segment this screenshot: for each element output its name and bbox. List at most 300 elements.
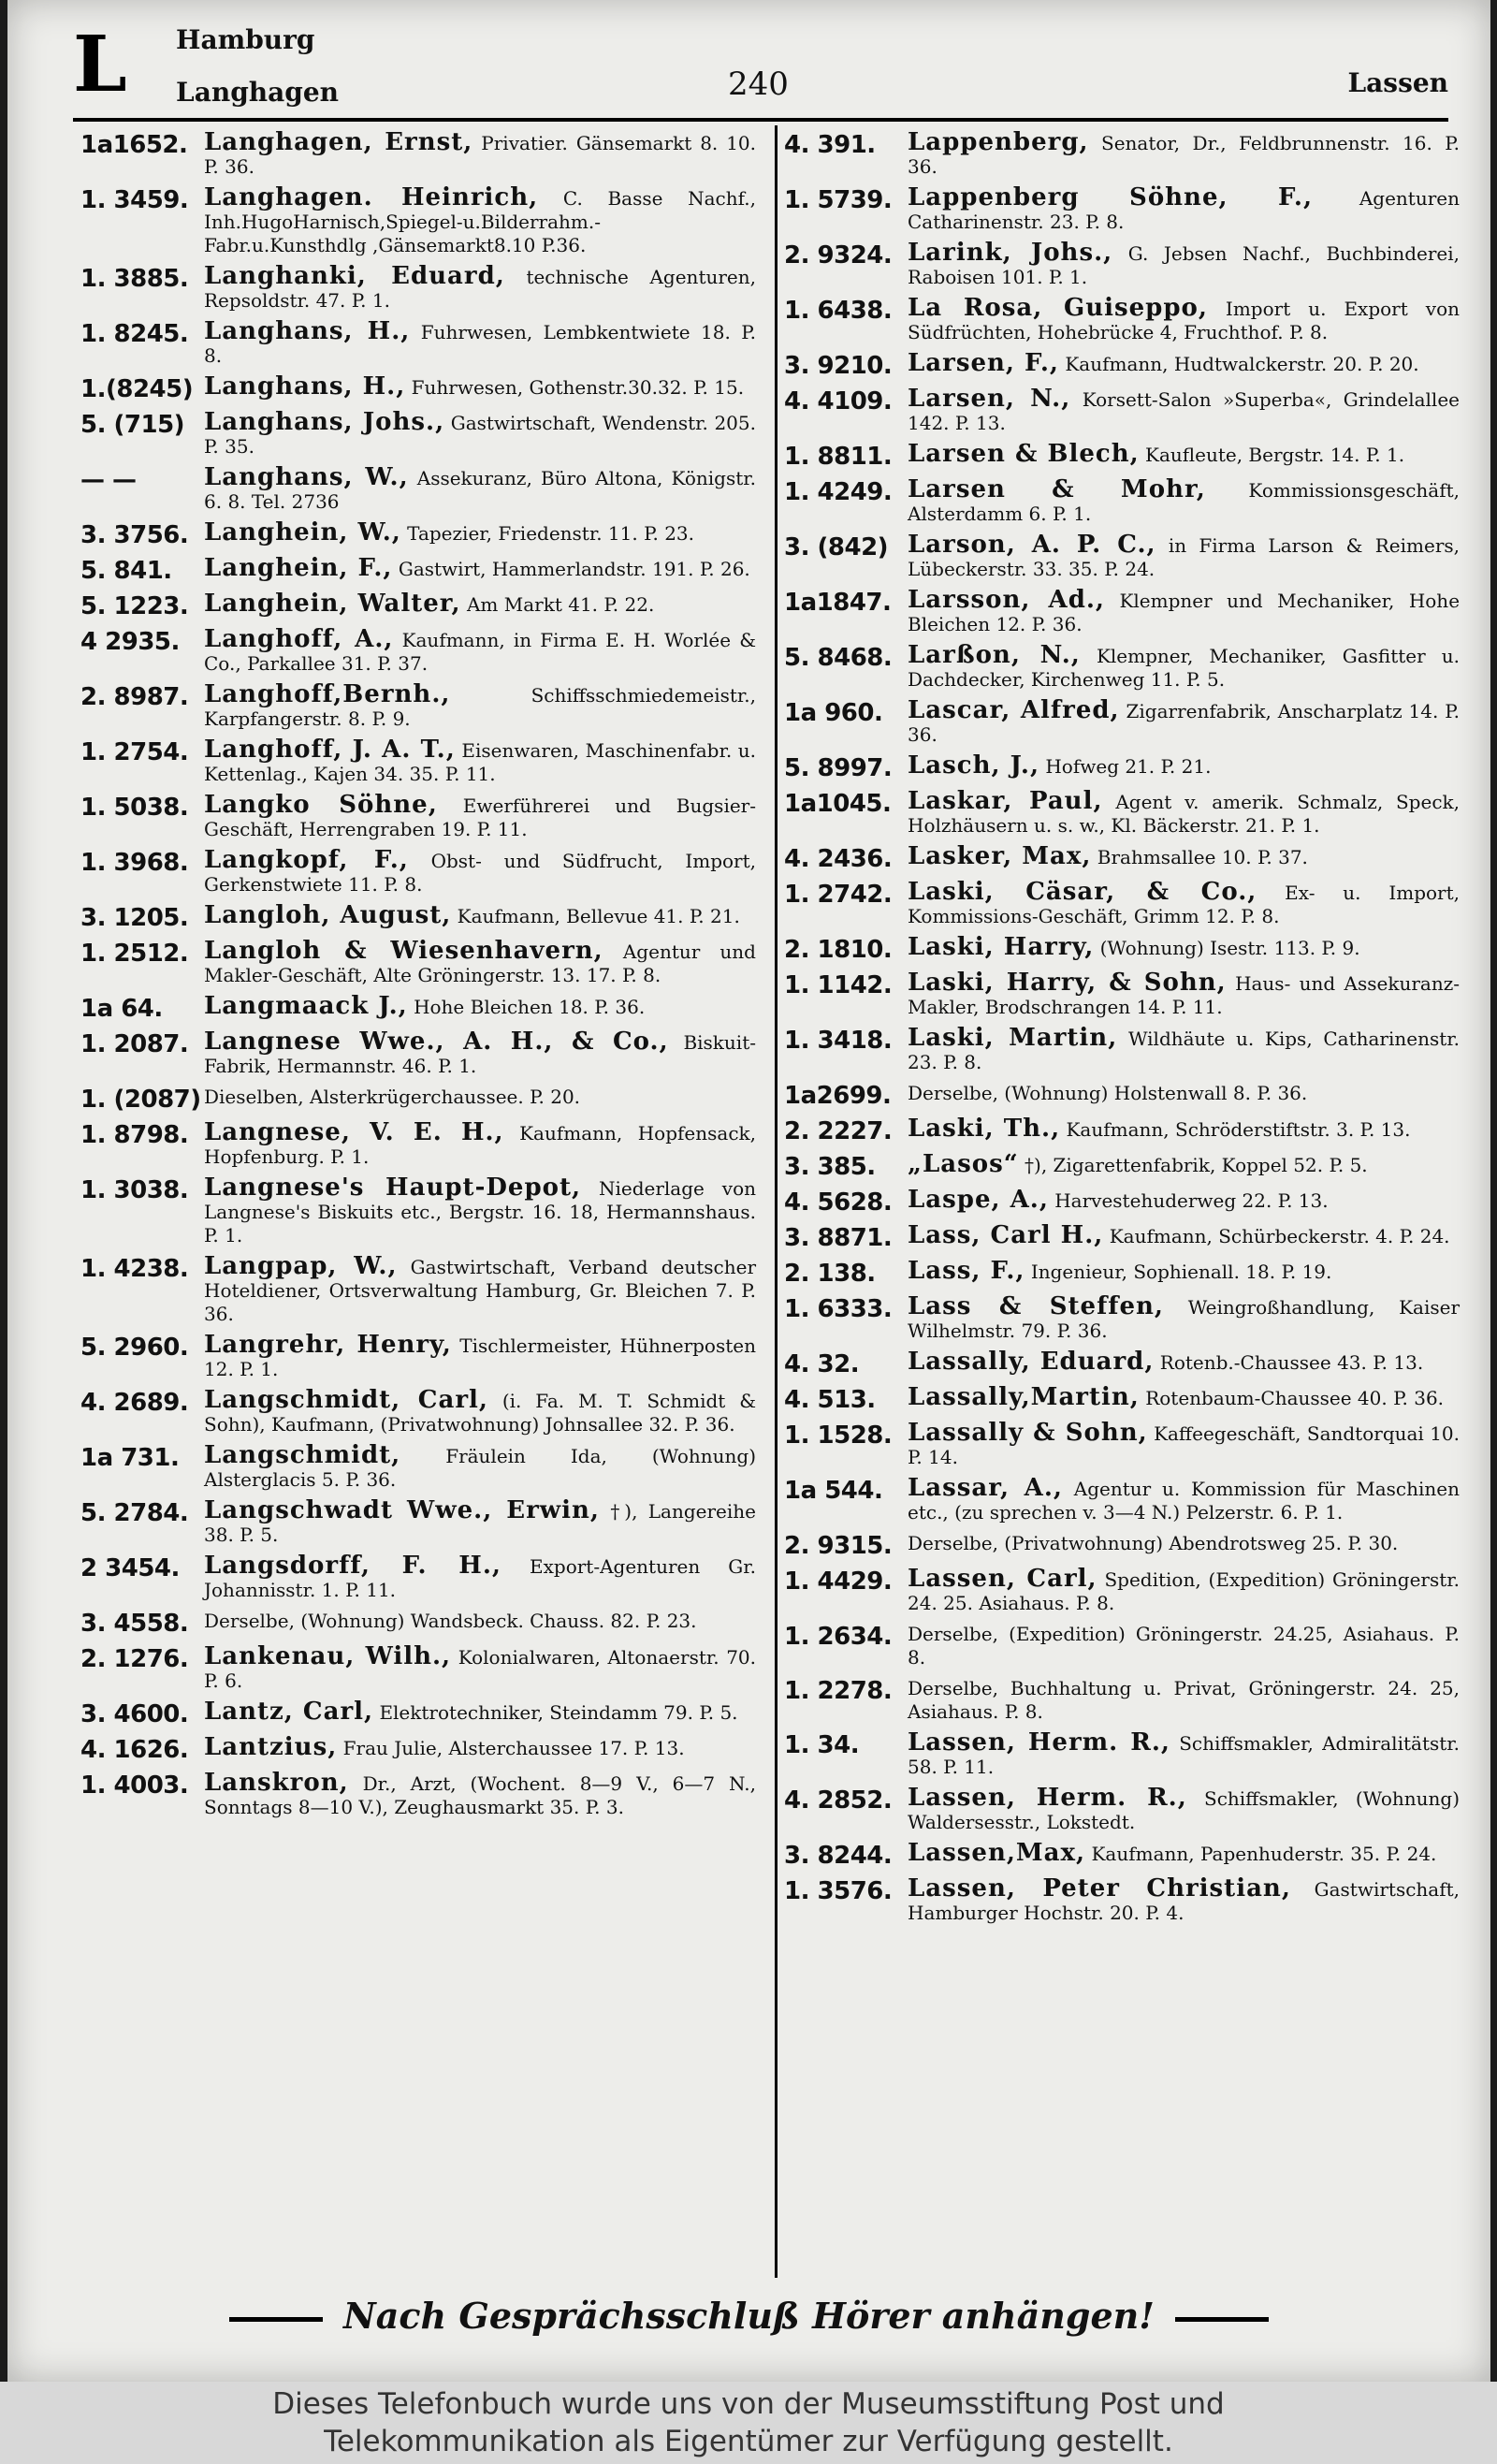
entry-text [908,1839,1460,1867]
subscriber-name: Laskar, Paul, [908,787,1103,815]
phone-number: 1. 2742. [784,881,893,909]
phone-number: 3. 3756. [80,521,189,549]
phone-number: 1. 4249. [784,478,893,506]
subscriber-details: Rotenbaum-Chaussee 40. P. 36. [1145,1387,1445,1409]
subscriber-details: Tapezier, Friedenstr. 11. P. 23. [407,522,695,545]
subscriber-name: Lassen, Herm. R., [908,1784,1187,1812]
entry-text [908,1383,1460,1411]
subscriber-name: Langhans, H., [204,317,411,345]
column-divider [775,125,778,2278]
phone-number: 5. 2784. [80,1499,189,1527]
entry-text [908,1117,1460,1142]
entry-text [908,641,1461,692]
entry-text [204,625,756,676]
entry-text [204,592,756,617]
phone-number: 3. 8244. [784,1842,893,1870]
entry-text [204,262,756,313]
subscriber-details: Klempner und Mechaniker, Hohe Bleichen 12. P. 36. [908,590,1461,635]
directory-entry [80,1086,756,1114]
entry-text [204,1086,756,1109]
subscriber-details: Derselbe, (Wohnung) Wandsbeck. Chauss. 82. P. 23. [204,1610,697,1632]
entry-text [908,1728,1460,1779]
subscriber-name: Larsen, F., [908,349,1059,377]
subscriber-details: Weingroßhandlung, Kaiser Wilhelmstr. 79. P. 36. [908,1296,1460,1342]
subscriber-details: (Wohnung) Isestr. 113. P. 9. [1099,937,1360,959]
subscriber-details: Eisenwaren, Maschinenfabr. u. Kettenlag., Kajen 34. 35. P. 11. [204,739,756,785]
directory-entry [80,625,756,676]
subscriber-name: Lasker, Max, [908,842,1092,870]
directory-entry [784,1839,1460,1870]
entry-text [204,1331,756,1381]
subscriber-name: La Rosa, Guiseppo, [908,294,1208,322]
entry-text [908,933,1460,961]
subscriber-name: Langhans, W., [204,463,409,491]
entry-text [908,1677,1460,1724]
entry-text [908,1221,1460,1249]
subscriber-details: in Firma Larson & Reimers, Lübeckerstr. 33. 35. P. 24. [908,534,1460,580]
subscriber-details: Derselbe, (Expedition) Gröningerstr. 24.25, Asiahaus. P. 8. [908,1623,1460,1669]
entry-text [908,1532,1460,1555]
subscriber-details: Kaufmann, Papenhuderstr. 35. P. 24. [1091,1843,1437,1865]
subscriber-details: Agenturen Catharinenstr. 23. P. 8. [908,187,1460,233]
subscriber-name: Lassen, Carl, [908,1565,1097,1593]
subscriber-details: Gastwirtschaft, Wendenstr. 205. P. 35. [204,412,756,458]
phone-number: 2. 138. [784,1260,876,1288]
directory-entry [784,1292,1460,1343]
phone-number: 4. 2852. [784,1786,893,1815]
subscriber-details: (i. Fa. M. T. Schmidt & Sohn), Kaufmann, (Privatwohnung) Johnsallee 32. P. 36. [204,1390,757,1436]
phone-number: 4. 2436. [784,845,893,873]
subscriber-name: Langmaack J., [204,992,408,1020]
directory-entry [80,408,756,459]
phone-number: 1. 4429. [784,1567,893,1596]
phone-number: 1. 3038. [80,1176,189,1204]
entry-text [204,680,756,731]
subscriber-details: Fuhrwesen, Lembkentwiete 18. P. 8. [204,321,756,367]
subscriber-name: Langhanki, Eduard, [204,262,505,290]
subscriber-name: Lasch, J., [908,751,1039,780]
phone-number: 3. 4558. [80,1610,189,1638]
entry-text [204,1700,756,1725]
phone-number: 1. 3418. [784,1027,893,1055]
directory-page [7,0,1490,2382]
subscriber-details: Biskuit-Fabrik, Hermannstr. 46. P. 1. [204,1031,756,1077]
directory-entry [784,1786,1460,1834]
entry-text [204,901,756,929]
phone-number: 1. 2278. [784,1677,893,1705]
phone-number: 2. 1810. [784,936,893,964]
directory-entry [784,1221,1460,1252]
subscriber-name: Laski, Th., [908,1115,1061,1143]
directory-entry [784,349,1460,380]
entry-text [204,992,756,1020]
phone-number: 1. 4003. [80,1771,189,1800]
directory-entry [80,262,756,313]
directory-entry [784,128,1460,179]
directory-entry [784,294,1460,344]
phone-number: 3. 1205. [80,904,189,932]
phone-number: 4. 1626. [80,1736,189,1764]
subscriber-details: Derselbe, Buchhaltung u. Privat, Gröningerstr. 24. 25, Asiahaus. P. 8. [908,1677,1460,1723]
directory-entry [80,1771,756,1819]
subscriber-name: Larßon, N., [908,641,1081,669]
entry-text [204,937,756,987]
subscriber-details: Senator, Dr., Feldbrunnenstr. 16. P. 36. [908,132,1460,178]
subscriber-details: Export-Agenturen Gr. Johannisstr. 1. P. 11. [204,1555,756,1601]
entry-text [204,518,756,547]
phone-number: 1a1652. [80,131,188,159]
entry-text [908,971,1460,1019]
phone-number: 4. 2689. [80,1389,189,1417]
subscriber-details: Agent v. amerik. Schmalz, Speck, Holzhäusern u. s. w., Kl. Bäckerstr. 21. P. 1. [908,791,1460,837]
subscriber-details: Import u. Export von Südfrüchten, Hohebrücke 4, Fruchthof. P. 8. [908,298,1460,343]
entry-text [204,1733,756,1761]
subscriber-details: Niederlage von Langnese's Biskuits etc., Bergstr. 16. 18, Hermannshaus. P. 1. [204,1177,757,1247]
subscriber-details: Am Markt 41. P. 22. [466,593,655,616]
subscriber-details: Gastwirtschaft, Verband deutscher Hoteldiener, Ortsverwaltung Hamburg, Gr. Bleichen 7. P. 36. [204,1256,757,1325]
phone-number: 3. 385. [784,1153,876,1181]
subscriber-details: Kaufmann, Hopfensack, Hopfenburg. P. 1. [204,1122,756,1168]
subscriber-details: Gastwirt, Hammerlandstr. 191. P. 26. [398,558,750,580]
slogan-rule-left [229,2317,323,2322]
subscriber-name: Lappenberg Söhne, F., [908,183,1314,211]
subscriber-details: Derselbe, (Wohnung) Holstenwall 8. P. 36. [908,1082,1308,1104]
subscriber-details: Gastwirtschaft, Hamburger Hochstr. 20. P. 4. [908,1878,1461,1924]
directory-entry [784,751,1460,782]
directory-entry [784,1623,1460,1669]
entry-text [204,317,756,368]
subscriber-details: Rotenb.-Chaussee 43. P. 13. [1159,1351,1424,1374]
directory-entry [80,1386,757,1436]
first-entry-guide: Langhagen [176,77,340,108]
phone-number: 2. 9315. [784,1532,893,1560]
phone-number: 1. 3885. [80,265,189,293]
credit-line-1: Dieses Telefonbuch wurde uns von der Museumsstiftung Post und [272,2387,1225,2421]
phone-number: — — [80,466,137,494]
subscriber-details: Privatier. Gänsemarkt 8. 10. P. 36. [204,132,757,178]
subscriber-details: Schiffsmakler, (Wohnung) Waldersesstr., Lokstedt. [908,1787,1460,1833]
directory-entry [80,1733,756,1764]
phone-number: 1a 544. [784,1477,883,1505]
left-column [80,128,757,1827]
directory-entry [80,846,756,897]
phone-number: 4 2935. [80,628,180,656]
directory-entry [784,1567,1460,1615]
phone-number: 1a2699. [784,1082,892,1110]
subscriber-name: Langschmidt, [204,1441,401,1469]
subscriber-details: Agentur u. Kommission für Maschinen etc., (zu sprechen v. 3—4 N.) Pelzerstr. 6. P. 1. [908,1478,1461,1524]
subscriber-details: Spedition, (Expedition) Gröningerstr. 24. 25. Asiahaus. P. 8. [908,1568,1461,1614]
subscriber-details: Harvestehuderweg 22. P. 13. [1054,1189,1329,1212]
phone-number: 1a1045. [784,790,892,818]
entry-text [204,1496,757,1547]
subscriber-name: Laski, Harry, [908,933,1095,961]
subscriber-name: Lassar, A., [908,1474,1063,1502]
directory-entry [784,696,1460,747]
directory-entry [80,992,756,1023]
directory-entry [80,128,757,179]
subscriber-details: Kaufmann, Hudtwalckerstr. 20. P. 20. [1065,353,1419,375]
subscriber-name: Lanskron, [204,1769,349,1797]
entry-text [204,372,756,401]
subscriber-details: Dieselben, Alsterkrügerchaussee. P. 20. [204,1086,581,1108]
directory-entry [784,1474,1461,1524]
entry-text [908,1150,1460,1178]
phone-number: 1. (2087) [80,1086,201,1114]
phone-number: 4. 4109. [784,387,893,416]
phone-number: 5. (715) [80,411,185,439]
entry-text [908,1874,1461,1925]
subscriber-name: Langhans, H., [204,372,406,401]
directory-entry [80,1118,756,1169]
directory-entry [80,791,756,841]
section-letter: L [73,20,127,109]
subscriber-name: Larsen & Blech, [908,440,1140,468]
entry-text [204,1252,757,1326]
credit-bar [0,2382,1497,2464]
directory-entry [784,1024,1461,1074]
subscriber-details: Fräulein Ida, (Wohnung) Alsterglacis 5. P. 36. [204,1445,757,1491]
page-number: 240 [728,66,789,103]
entry-text [908,1786,1460,1834]
directory-entry [784,1874,1461,1925]
phone-number: 5. 8997. [784,754,893,782]
phone-number: 2. 8987. [80,683,189,711]
subscriber-name: Lass, F., [908,1257,1025,1285]
subscriber-details: Dr., Arzt, (Wochent. 8—9 V., 6—7 N., Sonntags 8—10 V.), Zeughausmarkt 35. P. 3. [204,1772,756,1818]
subscriber-name: Langhoff, J. A. T., [204,736,456,764]
directory-entry [80,738,756,786]
phone-number: 2. 9324. [784,241,893,270]
entry-text [204,183,756,257]
subscriber-details: Assekuranz, Büro Altona, Königstr. 6. 8. Tel. 2736 [204,467,756,513]
subscriber-name: Langschwadt Wwe., Erwin, [204,1496,600,1524]
directory-entry [80,1252,757,1326]
entry-text [908,1292,1460,1343]
phone-number: 1. 2754. [80,738,189,766]
subscriber-name: „Lasos“ [908,1150,1019,1178]
subscriber-name: Langrehr, Henry, [204,1331,452,1359]
subscriber-details: Obst- und Südfrucht, Import, Gerkenstwiete 11. P. 8. [204,850,756,896]
subscriber-details: Kaufleute, Bergstr. 14. P. 1. [1145,444,1405,466]
subscriber-details: C. Basse Nachf., Inh.HugoHarnisch,Spiegel-u.Bilderrahm.-Fabr.u.Kunsthdlg ,Gänsemarkt8.10 P.36. [204,187,756,256]
subscriber-details: Schiffsschmiedemeistr., Karpfangerstr. 8. P. 9. [204,684,756,730]
entry-text [204,846,756,897]
subscriber-details: Klempner, Mechaniker, Gasfitter u. Dachdecker, Kirchenweg 11. P. 5. [908,645,1461,691]
subscriber-details: Ewerführerei und Bugsier-Geschäft, Herrengraben 19. P. 11. [204,795,756,840]
subscriber-details: Haus- und Assekuranz-Makler, Brodschrangen 14. P. 11. [908,972,1461,1018]
subscriber-name: Laski, Cäsar, & Co., [908,878,1257,906]
entry-text [908,1257,1460,1285]
subscriber-name: Langhoff, A., [204,625,394,653]
last-entry-guide: Lassen [1347,67,1448,98]
subscriber-name: Lascar, Alfred, [908,696,1120,724]
directory-entry [80,1700,756,1728]
subscriber-name: Langschmidt, Carl, [204,1386,488,1414]
entry-text [908,1350,1460,1375]
entry-text [908,475,1461,526]
subscriber-details: Fuhrwesen, Gothenstr.30.32. P. 15. [411,376,745,399]
subscriber-details: †), Langereihe 38. P. 5. [204,1500,757,1546]
directory-entry [80,937,756,987]
subscriber-name: Langhein, F., [204,554,393,582]
phone-number: 1. 2512. [80,940,189,968]
credit-line-2: Telekommunikation als Eigentümer zur Verfügung gestellt. [324,2425,1173,2458]
subscriber-name: Lassally & Sohn, [908,1419,1148,1447]
directory-entry [80,1642,756,1693]
entry-text [204,1030,756,1078]
subscriber-name: Langpap, W., [204,1252,398,1280]
phone-number: 1. 34. [784,1731,860,1759]
phone-number: 4. 32. [784,1350,860,1378]
entry-text [908,1188,1460,1213]
subscriber-details: Ingenieur, Sophienall. 18. P. 19. [1030,1261,1332,1283]
phone-number: 1. 6438. [784,297,893,325]
directory-entry [784,1350,1460,1378]
subscriber-name: Langhans, Johs., [204,408,445,436]
directory-entry [784,533,1460,581]
footer-slogan [7,2295,1490,2337]
phone-number: 5. 2960. [80,1334,189,1362]
directory-entry [80,1441,757,1492]
subscriber-name: Lantzius, [204,1733,338,1761]
subscriber-name: Langsdorff, F. H., [204,1552,501,1580]
directory-entry [784,971,1460,1019]
directory-entry [784,1728,1460,1779]
subscriber-name: Larsen & Mohr, [908,475,1206,503]
subscriber-details: Frau Julie, Alsterchaussee 17. P. 13. [342,1737,685,1759]
subscriber-name: Lass & Steffen, [908,1292,1164,1320]
entry-text [908,128,1460,179]
phone-number: 1a 64. [80,995,163,1023]
phone-number: 5. 8468. [784,644,893,672]
phone-number: 3. 8871. [784,1224,893,1252]
subscriber-details: Zigarrenfabrik, Anscharplatz 14. P. 36. [908,700,1460,746]
phone-number: 3. 9210. [784,352,893,380]
directory-entry [784,1188,1460,1217]
subscriber-name: Larsson, Ad., [908,586,1105,614]
subscriber-name: Lankenau, Wilh., [204,1642,452,1670]
subscriber-name: Lantz, Carl, [204,1698,374,1726]
phone-number: 1. 3459. [80,186,189,214]
phone-number: 1. 6333. [784,1295,893,1323]
directory-entry [80,1554,756,1602]
entry-text [204,1118,756,1169]
subscriber-details: G. Jebsen Nachf., Buchbinderei, Raboisen 101. P. 1. [908,242,1460,288]
subscriber-name: Langhagen. Heinrich, [204,183,539,211]
subscriber-name: Langnese, V. E. H., [204,1118,504,1146]
subscriber-name: Langko Söhne, [204,791,438,819]
subscriber-name: Lass, Carl H., [908,1221,1104,1249]
entry-text [908,533,1460,581]
subscriber-name: Lassally, Eduard, [908,1348,1155,1376]
entry-text [908,787,1460,838]
entry-text [908,1623,1460,1669]
entry-text [204,738,756,786]
phone-number: 2. 1276. [80,1645,189,1673]
directory-entry [80,901,756,932]
phone-number: 1. 8245. [80,320,189,348]
directory-entry [784,933,1460,964]
phone-number: 1a1847. [784,589,892,617]
entry-text [204,554,756,582]
phone-number: 4. 391. [784,131,876,159]
entry-text [908,294,1460,344]
directory-entry [784,842,1460,873]
slogan-text: Nach Gesprächsschluß Hörer anhängen! [343,2295,1155,2337]
entry-text [204,1386,757,1436]
phone-number: 1. 5038. [80,794,189,822]
subscriber-details: Kolonialwaren, Altonaerstr. 70. P. 6. [204,1646,756,1692]
subscriber-name: Laski, Harry, & Sohn, [908,969,1227,997]
subscriber-details: Kaffeegeschäft, Sandtorquai 10. P. 14. [908,1422,1460,1468]
directory-entry [80,554,756,585]
entry-text [204,791,756,841]
subscriber-name: Langhein, Walter, [204,590,461,618]
directory-entry [80,317,756,368]
entry-text [908,183,1460,234]
city-heading: Hamburg [176,24,315,55]
entry-text [908,1082,1460,1105]
header-rule [73,118,1448,122]
phone-number: 1.(8245) [80,375,194,403]
subscriber-details: Derselbe, (Privatwohnung) Abendrotsweg 25. P. 30. [908,1532,1399,1554]
entry-text [204,1441,757,1492]
phone-number: 1. 2087. [80,1030,189,1058]
subscriber-name: Lassen, Peter Christian, [908,1874,1291,1903]
entry-text [204,1771,756,1819]
phone-number: 1a 731. [80,1444,180,1472]
phone-number: 2 3454. [80,1554,180,1582]
directory-entry [784,1677,1460,1724]
phone-number: 1. 4238. [80,1255,189,1283]
subscriber-details: technische Agenturen, Repsoldstr. 47. P. 1. [204,266,756,312]
subscriber-details: Kaufmann, in Firma E. H. Worlée & Co., Parkallee 31. P. 37. [204,629,756,675]
entry-text [204,128,757,179]
subscriber-details: Hofweg 21. P. 21. [1045,755,1212,778]
phone-number: 3. 4600. [80,1700,189,1728]
entry-text [908,751,1460,780]
subscriber-details: Kommissionsgeschäft, Alsterdamm 6. P. 1. [908,479,1461,525]
directory-entry [784,1419,1460,1469]
directory-entry [784,586,1461,636]
subscriber-name: Langhagen, Ernst, [204,128,473,156]
phone-number: 1. 2634. [784,1623,893,1651]
subscriber-details: Schiffsmakler, Admiralitätstr. 58. P. 11. [908,1732,1460,1778]
directory-entry [784,1117,1460,1145]
directory-entry [80,1176,756,1247]
directory-entry [784,387,1460,435]
phone-number: 5. 841. [80,557,172,585]
subscriber-details: Hohe Bleichen 18. P. 36. [414,996,646,1018]
phone-number: 1. 8811. [784,443,893,471]
right-column [784,128,1461,1932]
phone-number: 1. 3968. [80,849,189,877]
entry-text [908,440,1460,468]
subscriber-name: Larson, A. P. C., [908,531,1156,559]
entry-text [908,1567,1460,1615]
subscriber-details: Brahmsallee 10. P. 37. [1097,846,1308,868]
subscriber-name: Langhein, W., [204,518,401,547]
subscriber-name: Lassen,Max, [908,1839,1086,1867]
phone-number: 1. 8798. [80,1121,189,1149]
directory-entry [784,1257,1460,1288]
subscriber-details: Kaufmann, Schröderstiftstr. 3. P. 13. [1066,1118,1411,1141]
subscriber-details: Kaufmann, Bellevue 41. P. 21. [457,905,740,927]
directory-entry [80,1496,757,1547]
directory-entry [80,518,756,549]
directory-entry [784,787,1460,838]
